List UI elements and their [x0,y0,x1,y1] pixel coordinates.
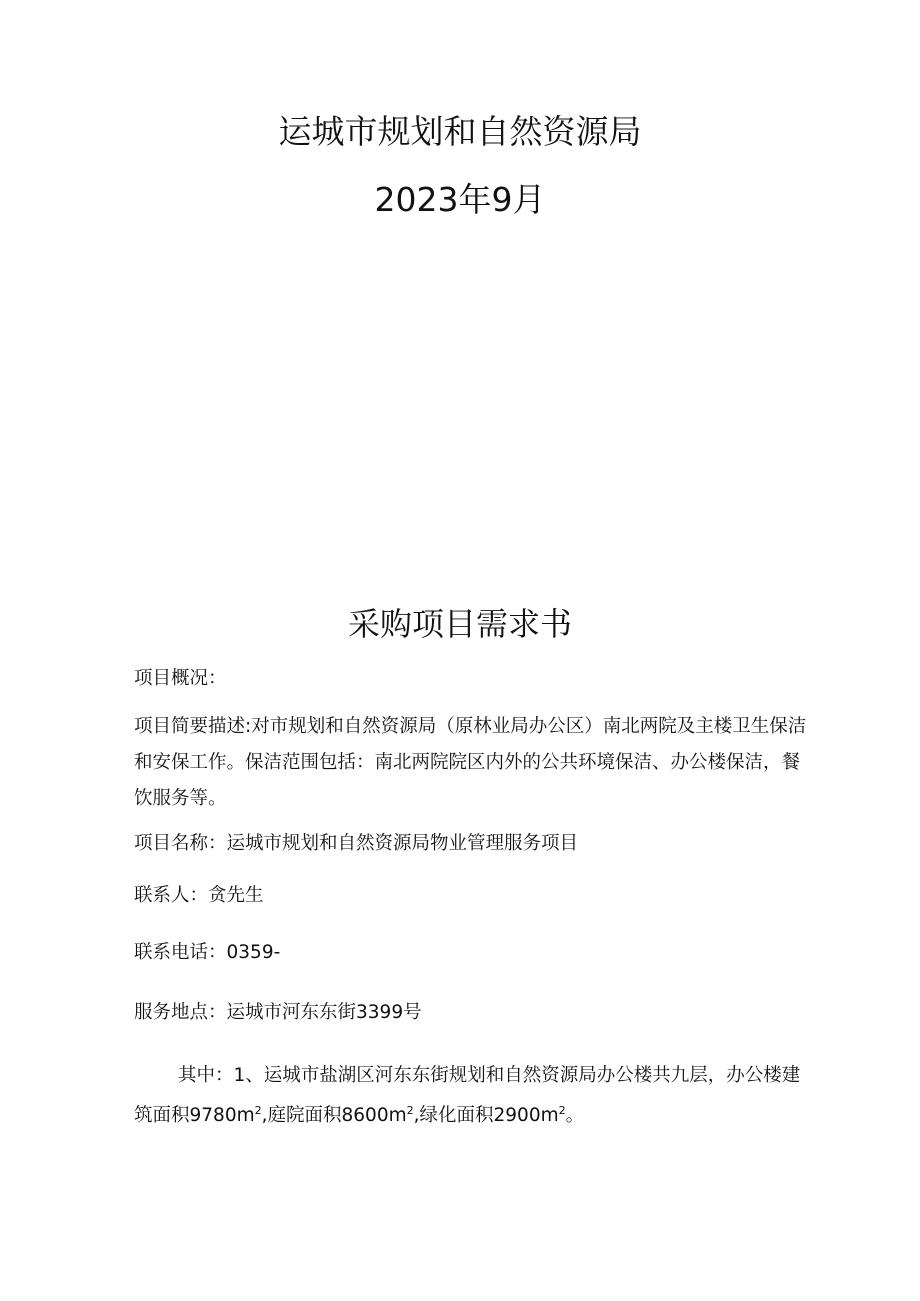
building-area-sup: 2 [254,1103,262,1117]
cover-organization: 运城市规划和自然资源局 [278,112,642,151]
address-label: 服务地点： [134,1002,227,1023]
project-name-value: 运城市规划和自然资源局物业管理服务项目 [226,833,579,854]
courtyard-label: ,庭院面积 [261,1105,342,1126]
project-name-label: 项目名称： [134,833,227,854]
document-title: 采购项目需求书 [347,605,572,643]
phone-line [134,935,814,971]
details-lead: 其中：1、运城市盐湖区河东东街规划和自然资源局办公楼共九层，办公楼建筑面积 [134,1065,801,1126]
green-area-sup: 2 [558,1103,566,1117]
description-text: 对市规划和自然资源局（原林业局办公区）南北两院及主楼卫生保洁和安保工作。保洁范围包括：南北两院院区内外的公共环境保洁、办公楼保洁，餐饮服务等。 [134,716,807,809]
building-area: 9780m [189,1105,255,1126]
details-paragraph [134,1056,814,1136]
project-name-line [134,826,814,862]
phone-value: 0359- [226,942,281,963]
address-line [134,995,814,1031]
cover-date: 2023年9月 [374,180,546,219]
overview-heading: 项目概况： [134,668,227,689]
courtyard-area-sup: 2 [406,1103,414,1117]
address-value: 运城市河东东街3399号 [226,1002,422,1023]
courtyard-area: 8600m [341,1105,407,1126]
contact-line [134,878,814,914]
details-end: 。 [565,1105,585,1126]
contact-label: 联系人： [134,885,209,906]
green-label: ,绿化面积 [413,1105,494,1126]
green-area: 2900m [493,1105,559,1126]
description-label: 项目简要描述: [134,716,252,737]
project-description [134,709,814,817]
phone-label: 联系电话： [134,942,227,963]
contact-name: 贪先生 [208,885,264,906]
